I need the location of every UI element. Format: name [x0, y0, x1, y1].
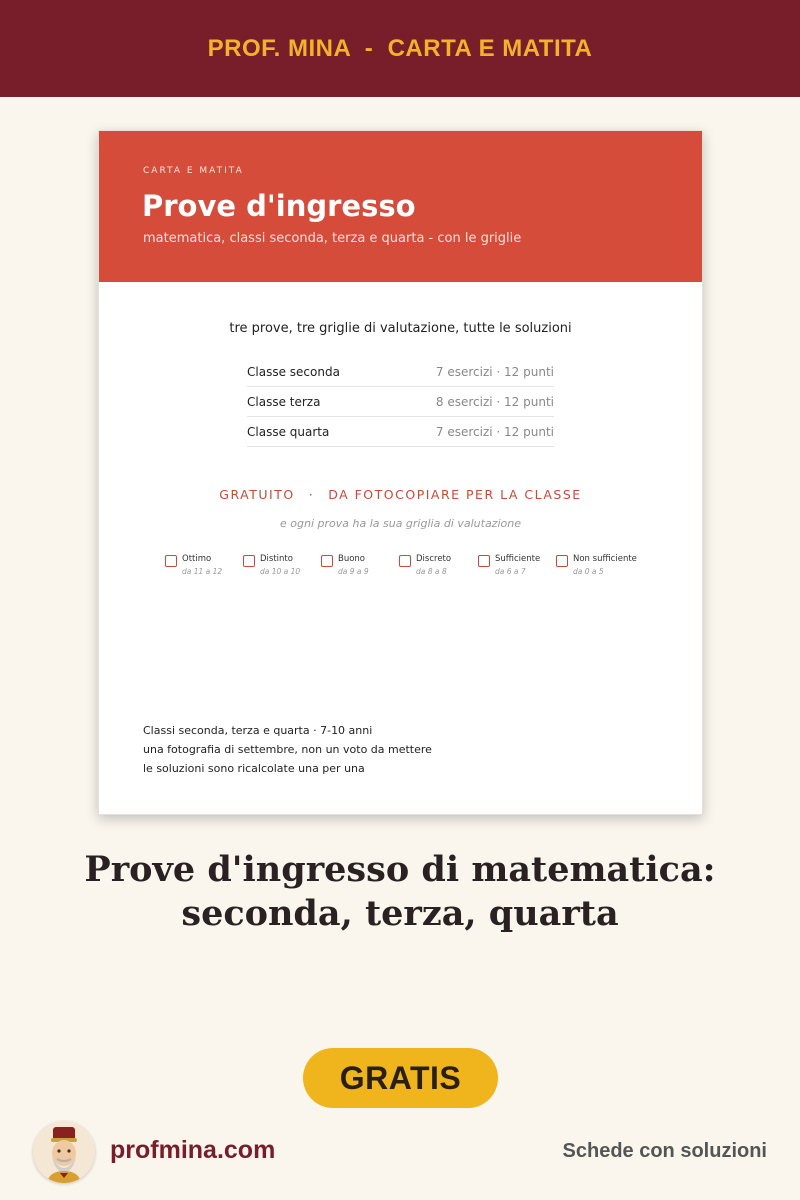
teacher-avatar-icon — [33, 1121, 95, 1183]
brand-title: PROF. MINA - CARTA E MATITA — [207, 34, 593, 62]
grade-label: Buono — [338, 554, 366, 564]
grade-label: Distinto — [260, 554, 293, 564]
card-footer — [143, 721, 432, 778]
class-meta: 7 esercizi · 12 punti — [435, 424, 554, 439]
grade-range: da 10 a 10 — [260, 567, 301, 576]
checkbox-icon — [321, 555, 333, 567]
grade-range: da 0 a 5 — [573, 567, 604, 576]
grade-range: da 9 a 9 — [338, 567, 369, 576]
card-title: Prove d'ingresso — [142, 189, 416, 223]
grade-range: da 6 a 7 — [495, 567, 526, 576]
checkbox-icon — [556, 555, 568, 567]
promo-separator: · — [308, 487, 315, 502]
class-list — [247, 357, 554, 447]
promo-line — [99, 487, 702, 502]
class-row — [247, 417, 554, 447]
class-meta: 8 esercizi · 12 punti — [435, 394, 554, 409]
checkbox-icon — [399, 555, 411, 567]
card-footer-line: una fotografia di settembre, non un voto da mettere — [143, 743, 432, 756]
main-heading-line: seconda, terza, quarta — [181, 893, 619, 934]
grade-label: Ottimo — [182, 554, 212, 564]
checkbox-icon — [165, 555, 177, 567]
grade-label: Non sufficiente — [573, 554, 637, 564]
class-name: Classe seconda — [247, 364, 340, 379]
promo-photocopy: DA FOTOCOPIARE PER LA CLASSE — [328, 487, 582, 502]
grading-scale — [165, 553, 655, 583]
grid-note: e ogni prova ha la sua griglia di valutazione — [280, 517, 521, 530]
class-row — [247, 387, 554, 417]
avatar-illustration — [33, 1121, 95, 1183]
card-header — [99, 131, 702, 282]
checkbox-icon — [243, 555, 255, 567]
gratis-button[interactable]: GRATIS — [303, 1048, 498, 1108]
top-bar — [0, 0, 800, 97]
class-name: Classe quarta — [247, 424, 330, 439]
main-heading — [0, 848, 800, 936]
main-heading-line: Prove d'ingresso di matematica: — [84, 849, 716, 890]
class-name: Classe terza — [247, 394, 321, 409]
promo-free: GRATUITO — [219, 487, 295, 502]
class-row — [247, 357, 554, 387]
grade-range: da 8 a 8 — [416, 567, 447, 576]
tagline: Schede con soluzioni — [562, 1140, 767, 1162]
grade-label: Sufficiente — [495, 554, 541, 564]
card-subtitle: matematica, classi seconda, terza e quarta - con le griglie — [143, 231, 522, 246]
card-kicker: CARTA E MATITA — [143, 166, 244, 176]
card-footer-line: le soluzioni sono ricalcolate una per una — [143, 762, 365, 775]
product-cover-card[interactable] — [98, 130, 703, 815]
card-intro: tre prove, tre griglie di valutazione, tutte le soluzioni — [229, 321, 572, 336]
grade-range: da 11 a 12 — [182, 567, 223, 576]
class-meta: 7 esercizi · 12 punti — [435, 364, 554, 379]
card-footer-line: Classi seconda, terza e quarta · 7-10 anni — [143, 724, 373, 737]
grade-label: Discreto — [416, 554, 452, 564]
checkbox-icon — [478, 555, 490, 567]
site-link[interactable]: profmina.com — [110, 1136, 276, 1164]
